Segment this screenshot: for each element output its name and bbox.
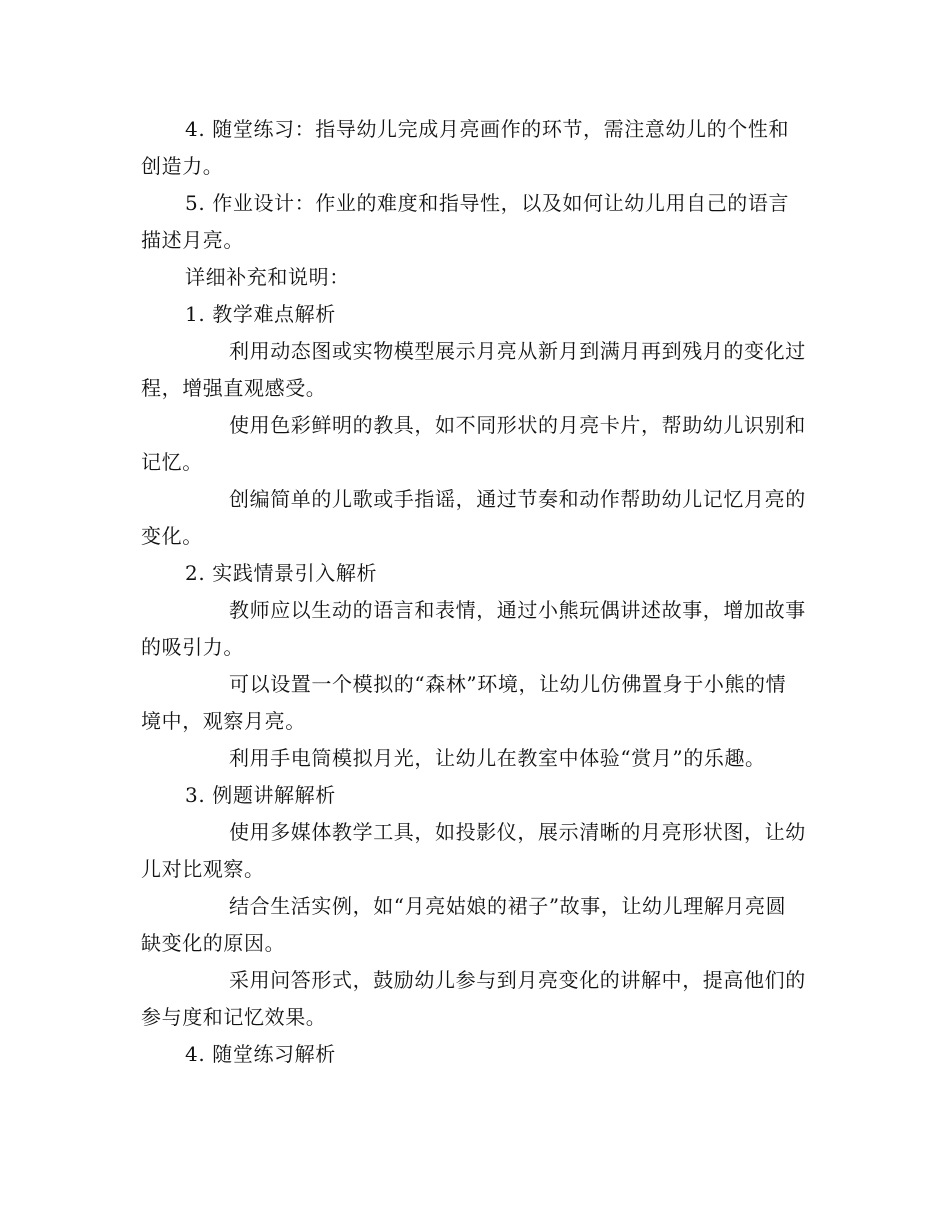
paragraph-examples-2: 结合生活实例，如“月亮姑娘的裙子”故事，让幼儿理解月亮圆缺变化的原因。 — [141, 894, 787, 955]
paragraph-difficulty-2: 使用色彩鲜明的教具，如不同形状的月亮卡片，帮助幼儿识别和记忆。 — [141, 413, 806, 474]
paragraph-examples-3: 采用问答形式，鼓励幼儿参与到月亮变化的讲解中，提高他们的参与度和记忆效果。 — [141, 968, 806, 1029]
paragraph-scenario-1: 教师应以生动的语言和表情，通过小熊玩偶讲述故事，增加故事的吸引力。 — [141, 598, 806, 659]
paragraph-examples-1: 使用多媒体教学工具，如投影仪，展示清晰的月亮形状图，让幼儿对比观察。 — [141, 820, 806, 881]
paragraph-scenario-2: 可以设置一个模拟的“森林”环境，让幼儿仿佛置身于小熊的情境中，观察月亮。 — [141, 672, 787, 733]
section-heading-scenario: 2. 实践情景引入解析 — [185, 561, 378, 585]
paragraph-scenario-3: 利用手电筒模拟月光，让幼儿在教室中体验“赏月”的乐趣。 — [229, 746, 766, 770]
section-heading-examples: 3. 例题讲解解析 — [185, 783, 336, 807]
document-body — [141, 111, 806, 1073]
paragraph-difficulty-3: 创编简单的儿歌或手指谣，通过节奏和动作帮助幼儿记忆月亮的变化。 — [141, 487, 806, 548]
section-heading-difficulty: 1. 教学难点解析 — [185, 302, 336, 326]
paragraph-difficulty-1: 利用动态图或实物模型展示月亮从新月到满月再到残月的变化过程，增强直观感受。 — [141, 339, 806, 400]
paragraph-homework: 5. 作业设计：作业的难度和指导性，以及如何让幼儿用自己的语言描述月亮。 — [141, 191, 790, 252]
section-heading-practice: 4. 随堂练习解析 — [185, 1042, 336, 1066]
paragraph-supplement-heading: 详细补充和说明： — [185, 265, 350, 289]
paragraph-practice: 4. 随堂练习：指导幼儿完成月亮画作的环节，需注意幼儿的个性和创造力。 — [141, 117, 790, 178]
